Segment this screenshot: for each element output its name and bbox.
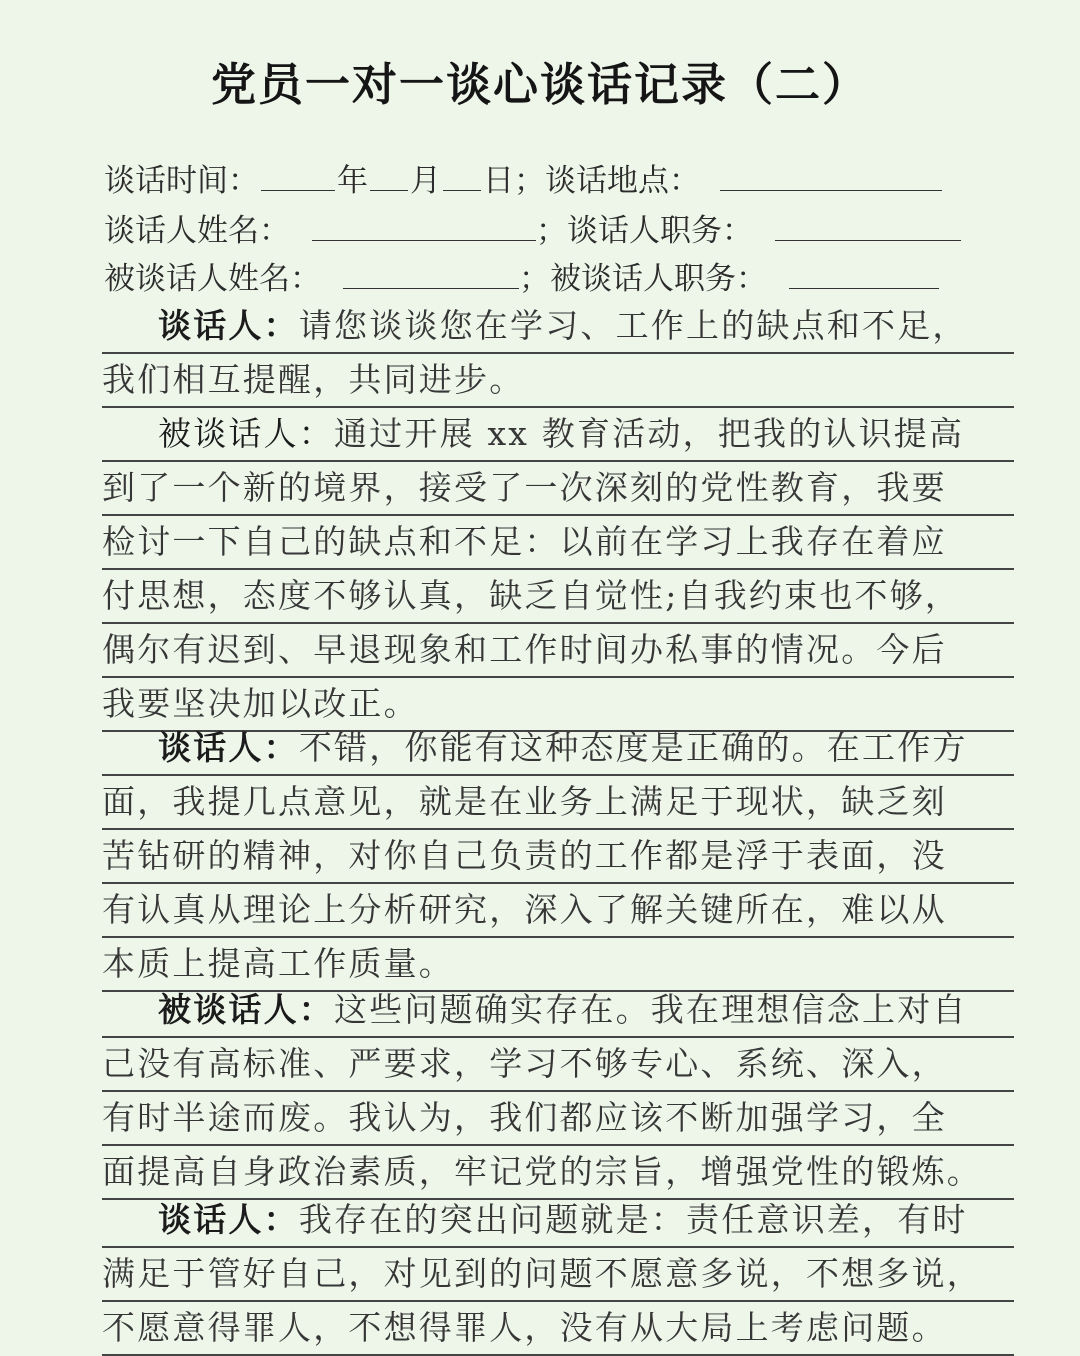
- talkee-name-blank[interactable]: [343, 258, 519, 289]
- place-label: 谈话地点：: [545, 163, 700, 199]
- dialogue-line: [102, 984, 1014, 1038]
- year-blank[interactable]: [261, 160, 335, 191]
- dialogue-line: 检讨一下自己的缺点和不足：以前在学习上我存在着应: [102, 516, 1014, 570]
- dialogue-text: 这些问题确实存在。我在理想信念上对自: [334, 990, 968, 1029]
- dialogue-line: 有认真从理论上分析研究，深入了解关键所在，难以从: [102, 884, 1014, 938]
- speaker-label: 谈话人：: [158, 306, 299, 345]
- dialogue-line: 有时半途而废。我认为，我们都应该不断加强学习，全: [102, 1092, 1014, 1146]
- talker-name-label: 谈话人姓名：: [104, 213, 290, 249]
- place-blank[interactable]: [720, 160, 942, 191]
- dialogue-text: 请您谈谈您在学习、工作上的缺点和不足，: [298, 306, 968, 345]
- dialogue-line: 己没有高标准、严要求，学习不够专心、系统、深入，: [102, 1038, 1014, 1092]
- dialogue-text: 不错，你能有这种态度是正确的。在工作方: [298, 728, 968, 767]
- talker-title-sep: ；: [536, 213, 567, 249]
- dialogue-line: [102, 722, 1014, 776]
- dialogue-line: 付思想，态度不够认真，缺乏自觉性;自我约束也不够，: [102, 570, 1014, 624]
- talker-title-blank[interactable]: [775, 210, 961, 241]
- header-row-time-place: [104, 160, 1004, 201]
- dialogue-text: 通过开展 xx 教育活动，把我的认识提高: [334, 414, 965, 453]
- speaker-label: 谈话人：: [158, 728, 299, 767]
- month-label: 月: [410, 163, 441, 199]
- dialogue-line: 偶尔有迟到、早退现象和工作时间办私事的情况。今后: [102, 624, 1014, 678]
- dialogue-block-1: [102, 300, 1014, 408]
- dialogue-line: 满足于管好自己，对见到的问题不愿意多说，不想多说，: [102, 1248, 1014, 1302]
- speaker-label: 被谈话人：: [158, 990, 334, 1029]
- dialogue-block-3: [102, 722, 1014, 992]
- talkee-title-sep: ；: [519, 261, 550, 297]
- dialogue-text: 我存在的突出问题就是：责任意识差，有时: [298, 1200, 968, 1239]
- year-label: 年: [337, 163, 368, 199]
- dialogue-line: 本质上提高工作质量。: [102, 938, 1014, 992]
- dialogue-line: 到了一个新的境界，接受了一次深刻的党性教育，我要: [102, 462, 1014, 516]
- header-row-talker: [104, 210, 1004, 251]
- talker-title-label: 谈话人职务：: [567, 213, 753, 249]
- dialogue-line: [102, 300, 1014, 354]
- month-blank[interactable]: [370, 160, 408, 191]
- dialogue-line: [102, 408, 1014, 462]
- dialogue-line: 我们相互提醒，共同进步。: [102, 354, 1014, 408]
- day-blank[interactable]: [443, 160, 481, 191]
- time-label: 谈话时间：: [104, 163, 259, 199]
- header-row-talkee: [104, 258, 1004, 299]
- talkee-title-blank[interactable]: [789, 258, 939, 289]
- dialogue-line: 面提高自身政治素质，牢记党的宗旨，增强党性的锻炼。: [102, 1146, 1014, 1200]
- dialogue-block-2: [102, 408, 1014, 732]
- speaker-label: 被谈话人：: [158, 414, 334, 453]
- page-title: 党员一对一谈心谈话记录（二）: [210, 58, 869, 111]
- talkee-name-label: 被谈话人姓名：: [104, 261, 321, 297]
- speaker-label: 谈话人：: [158, 1200, 299, 1239]
- dialogue-line: 苦钻研的精神，对你自己负责的工作都是浮于表面，没: [102, 830, 1014, 884]
- talker-name-blank[interactable]: [312, 210, 536, 241]
- dialogue-block-5: [102, 1194, 1014, 1356]
- dialogue-line: 面，我提几点意见，就是在业务上满足于现状，缺乏刻: [102, 776, 1014, 830]
- dialogue-line: 我要坚决加以改正。: [102, 678, 1014, 732]
- day-label: 日；: [483, 163, 545, 199]
- dialogue-line: 不愿意得罪人，不想得罪人，没有从大局上考虑问题。: [102, 1302, 1014, 1356]
- dialogue-line: [102, 1194, 1014, 1248]
- talkee-title-label: 被谈话人职务：: [550, 261, 767, 297]
- dialogue-block-4: [102, 984, 1014, 1200]
